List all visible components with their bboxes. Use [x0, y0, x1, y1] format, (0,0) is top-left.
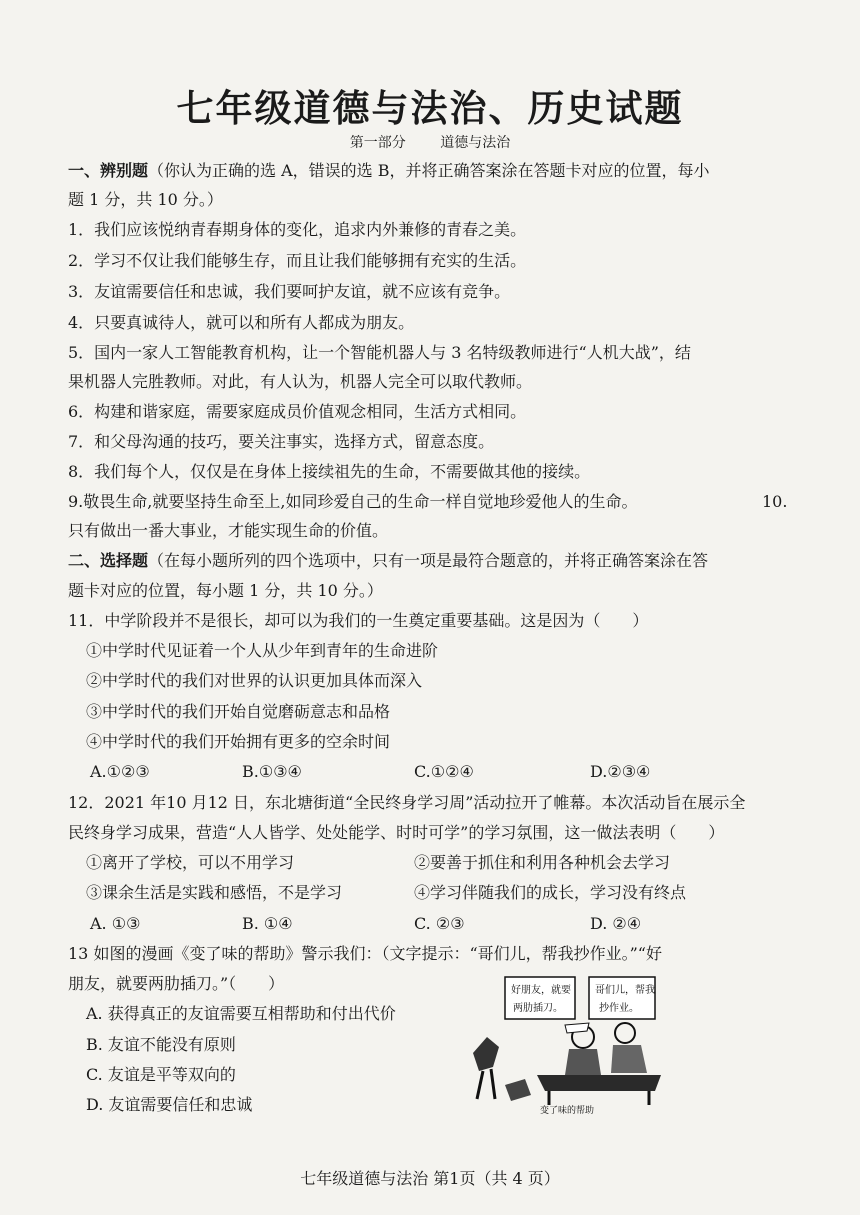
question-3: 3．友谊需要信任和忠诚，我们要呵护友谊，就不应该有竞争。 — [68, 282, 511, 301]
question-11-option-a: A.①②③ — [90, 762, 150, 781]
question-10-number: 10. — [762, 492, 788, 511]
question-8: 8．我们每个人，仅仅是在身体上接续祖先的生命，不需要做其他的接续。 — [68, 462, 591, 481]
question-11-option-c: C.①②④ — [414, 762, 474, 781]
cartoon-illustration — [465, 975, 665, 1115]
question-11-statement-4: ④中学时代的我们开始拥有更多的空余时间 — [86, 732, 391, 751]
question-12-option-b: B. ①④ — [242, 914, 293, 933]
question-10: 只有做出一番大事业，才能实现生命的价值。 — [68, 521, 389, 540]
question-11-statement-3: ③中学时代的我们开始自觉磨砺意志和品格 — [86, 702, 391, 721]
question-12-statement-2: ②要善于抓住和利用各种机会去学习 — [414, 853, 671, 872]
section2-instruction-line2: 题卡对应的位置，每小题 1 分，共 10 分。） — [68, 581, 383, 600]
cartoon-figure-left — [473, 1037, 499, 1071]
cartoon-bubble-left-line1: 好朋友，就要 — [511, 985, 571, 996]
question-6: 6．构建和谐家庭，需要家庭成员价值观念相同，生活方式相同。 — [68, 402, 527, 421]
question-12-statement-4: ④学习伴随我们的成长，学习没有终点 — [414, 883, 687, 902]
question-9: 9.敬畏生命,就要坚持生命至上,如同珍爱自己的生命一样自觉地珍爱他人的生命。 — [68, 492, 638, 511]
question-13-stem-line2: 朋友，就要两肋插刀。”（ ） — [68, 974, 285, 993]
page-subtitle: 第一部分 道德与法治 — [349, 135, 511, 151]
question-1: 1．我们应该悦纳青春期身体的变化，追求内外兼修的青春之美。 — [68, 220, 527, 239]
cartoon-desk — [537, 1075, 661, 1091]
question-11-option-d: D.②③④ — [590, 762, 651, 781]
question-12-stem-line2: 民终身学习成果，营造“人人皆学、处处能学、时时可学”的学习氛围，这一做法表明（ ） — [68, 823, 725, 842]
cartoon-bubble-right-line1: 哥们儿，帮我 — [595, 985, 655, 996]
section2-heading: 二、选择题 — [68, 551, 149, 570]
question-4: 4．只要真诚待人，就可以和所有人都成为朋友。 — [68, 313, 415, 332]
question-11-statement-1: ①中学时代见证着一个人从少年到青年的生命进阶 — [86, 641, 439, 660]
question-13-option-b: B. 友谊不能没有原则 — [86, 1035, 236, 1054]
question-7: 7．和父母沟通的技巧，要关注事实，选择方式，留意态度。 — [68, 432, 495, 451]
section1-heading: 一、辨别题 — [68, 161, 149, 180]
question-12-option-a: A. ①③ — [90, 914, 141, 933]
question-12-option-c: C. ②③ — [414, 914, 465, 933]
question-12-stem-line1: 12．2021 年10 月12 日，东北塘街道“全民终身学习周”活动拉开了帷幕。本次活动旨在展示全 — [68, 793, 746, 812]
question-13-option-c: C. 友谊是平等双向的 — [86, 1065, 236, 1084]
question-13-option-a: A. 获得真正的友谊需要互相帮助和付出代价 — [86, 1004, 396, 1023]
question-2: 2．学习不仅让我们能够生存，而且让我们能够拥有充实的生活。 — [68, 251, 527, 270]
section1-instruction-line1: 一、辨别题（你认为正确的选 A，错误的选 B，并将正确答案涂在答题卡对应的位置，每小 — [68, 161, 710, 180]
question-13-option-d: D. 友谊需要信任和忠诚 — [86, 1095, 253, 1114]
cartoon-bubble-left-line2: 两肋插刀。 — [513, 1003, 563, 1014]
cartoon-figure-right-head — [615, 1023, 635, 1043]
cartoon-bubble-right-line2: 抄作业。 — [599, 1003, 639, 1014]
page-title: 七年级道德与法治、历史试题 — [176, 87, 684, 130]
question-12-statement-3: ③课余生活是实践和感悟，不是学习 — [86, 883, 343, 902]
cartoon-caption: 变了味的帮助 — [540, 1106, 595, 1115]
question-12-option-d: D. ②④ — [590, 914, 642, 933]
question-13-stem-line1: 13 如图的漫画《变了味的帮助》警示我们：（文字提示：“哥们儿，帮我抄作业。”“好 — [68, 944, 662, 963]
question-11-statement-2: ②中学时代的我们对世界的认识更加具体而深入 — [86, 671, 423, 690]
question-5-line2: 果机器人完胜教师。对此，有人认为，机器人完全可以取代教师。 — [68, 372, 533, 391]
section2-instruction-line1: 二、选择题（在每小题所列的四个选项中，只有一项是最符合题意的，并将正确答案涂在答 — [68, 551, 709, 570]
question-11-stem: 11．中学阶段并不是很长，却可以为我们的一生奠定重要基础。这是因为（ ） — [68, 611, 649, 630]
question-5-line1: 5．国内一家人工智能教育机构，让一个智能机器人与 3 名特级教师进行“人机大战”，结 — [68, 343, 691, 362]
question-11-option-b: B.①③④ — [242, 762, 302, 781]
question-12-statement-1: ①离开了学校，可以不用学习 — [86, 853, 295, 872]
section1-instruction-line2: 题 1 分，共 10 分。） — [68, 190, 223, 209]
page-footer: 七年级道德与法治 第1页（共 4 页） — [300, 1169, 560, 1188]
